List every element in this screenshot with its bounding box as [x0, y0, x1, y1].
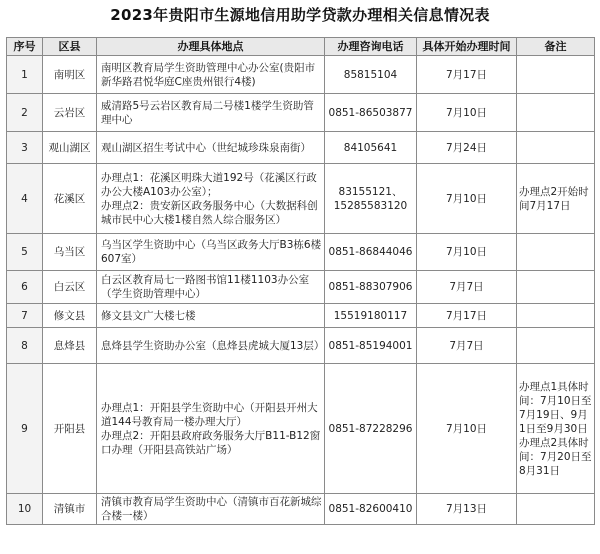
cell-start-time: 7月24日 — [417, 132, 517, 164]
table-row — [7, 56, 595, 94]
cell-address: 办理点1：开阳县学生资助中心（开阳县开州大道144号教育局一楼办理大厅） 办理点2：开阳县政府政务服务大厅B11-B12窗口办理（开阳县高铁站广场） — [97, 364, 325, 494]
cell-phone: 0851-82600410 — [325, 494, 417, 525]
loan-info-table — [6, 37, 595, 525]
cell-note: 办理点1具体时间：7月10日至7月19日、9月1日至9月30日 办理点2具体时间：7月20日至8月31日 — [517, 364, 595, 494]
header-county: 区县 — [43, 38, 97, 56]
cell-county: 息烽县 — [43, 328, 97, 364]
cell-no: 4 — [7, 164, 43, 234]
cell-note — [517, 304, 595, 328]
table-row — [7, 94, 595, 132]
cell-address: 办理点1：花溪区明珠大道192号（花溪区行政办公大楼A103办公室）； 办理点2：贵安新区政务服务中心（大数据科创城市民中心大楼1楼自然人综合服务区） — [97, 164, 325, 234]
cell-county: 白云区 — [43, 271, 97, 304]
page-title: 2023年贵阳市生源地信用助学贷款办理相关信息情况表 — [110, 6, 490, 24]
cell-start-time: 7月10日 — [417, 364, 517, 494]
cell-start-time: 7月10日 — [417, 234, 517, 271]
cell-note — [517, 56, 595, 94]
cell-address: 息烽县学生资助办公室（息烽县虎城大厦13层） — [97, 328, 325, 364]
cell-no: 7 — [7, 304, 43, 328]
cell-no: 2 — [7, 94, 43, 132]
header-row — [7, 38, 595, 56]
cell-address: 观山湖区招生考试中心（世纪城珍珠泉南街） — [97, 132, 325, 164]
cell-address: 修文县文广大楼七楼 — [97, 304, 325, 328]
cell-start-time: 7月17日 — [417, 304, 517, 328]
table-row — [7, 234, 595, 271]
cell-address: 南明区教育局学生资助管理中心办公室(贵阳市新华路君悦华庭C座贵州银行4楼) — [97, 56, 325, 94]
table-row — [7, 494, 595, 525]
table-row — [7, 132, 595, 164]
cell-start-time: 7月10日 — [417, 94, 517, 132]
cell-note — [517, 271, 595, 304]
header-start-time: 具体开始办理时间 — [417, 38, 517, 56]
cell-note — [517, 494, 595, 525]
cell-note — [517, 132, 595, 164]
cell-county: 清镇市 — [43, 494, 97, 525]
cell-phone: 85815104 — [325, 56, 417, 94]
cell-phone: 0851-86503877 — [325, 94, 417, 132]
cell-phone: 15519180117 — [325, 304, 417, 328]
cell-no: 8 — [7, 328, 43, 364]
cell-county: 乌当区 — [43, 234, 97, 271]
cell-start-time: 7月10日 — [417, 164, 517, 234]
cell-no: 10 — [7, 494, 43, 525]
cell-no: 5 — [7, 234, 43, 271]
cell-phone: 0851-88307906 — [325, 271, 417, 304]
cell-address: 威清路5号云岩区教育局二号楼1楼学生资助管理中心 — [97, 94, 325, 132]
cell-no: 6 — [7, 271, 43, 304]
cell-phone: 0851-86844046 — [325, 234, 417, 271]
cell-no: 3 — [7, 132, 43, 164]
cell-note — [517, 234, 595, 271]
table-row — [7, 271, 595, 304]
cell-note: 办理点2开始时间7月17日 — [517, 164, 595, 234]
table-row — [7, 164, 595, 234]
cell-phone: 83155121、 15285583120 — [325, 164, 417, 234]
cell-note — [517, 328, 595, 364]
header-address: 办理具体地点 — [97, 38, 325, 56]
cell-phone: 0851-85194001 — [325, 328, 417, 364]
cell-start-time: 7月7日 — [417, 328, 517, 364]
cell-address: 白云区教育局七一路图书馆11楼1103办公室（学生资助管理中心） — [97, 271, 325, 304]
cell-county: 开阳县 — [43, 364, 97, 494]
cell-no: 1 — [7, 56, 43, 94]
table-body — [7, 56, 595, 525]
cell-county: 观山湖区 — [43, 132, 97, 164]
cell-address: 乌当区学生资助中心（乌当区政务大厅B3栋6楼607室） — [97, 234, 325, 271]
cell-start-time: 7月7日 — [417, 271, 517, 304]
cell-address: 清镇市教育局学生资助中心（清镇市百花新城综合楼一楼） — [97, 494, 325, 525]
header-phone: 办理咨询电话 — [325, 38, 417, 56]
header-no: 序号 — [7, 38, 43, 56]
cell-county: 修文县 — [43, 304, 97, 328]
table-row — [7, 364, 595, 494]
header-note: 备注 — [517, 38, 595, 56]
table-row — [7, 328, 595, 364]
cell-county: 云岩区 — [43, 94, 97, 132]
table-row — [7, 304, 595, 328]
cell-note — [517, 94, 595, 132]
cell-start-time: 7月13日 — [417, 494, 517, 525]
cell-start-time: 7月17日 — [417, 56, 517, 94]
cell-county: 南明区 — [43, 56, 97, 94]
cell-no: 9 — [7, 364, 43, 494]
cell-phone: 0851-87228296 — [325, 364, 417, 494]
cell-county: 花溪区 — [43, 164, 97, 234]
cell-phone: 84105641 — [325, 132, 417, 164]
